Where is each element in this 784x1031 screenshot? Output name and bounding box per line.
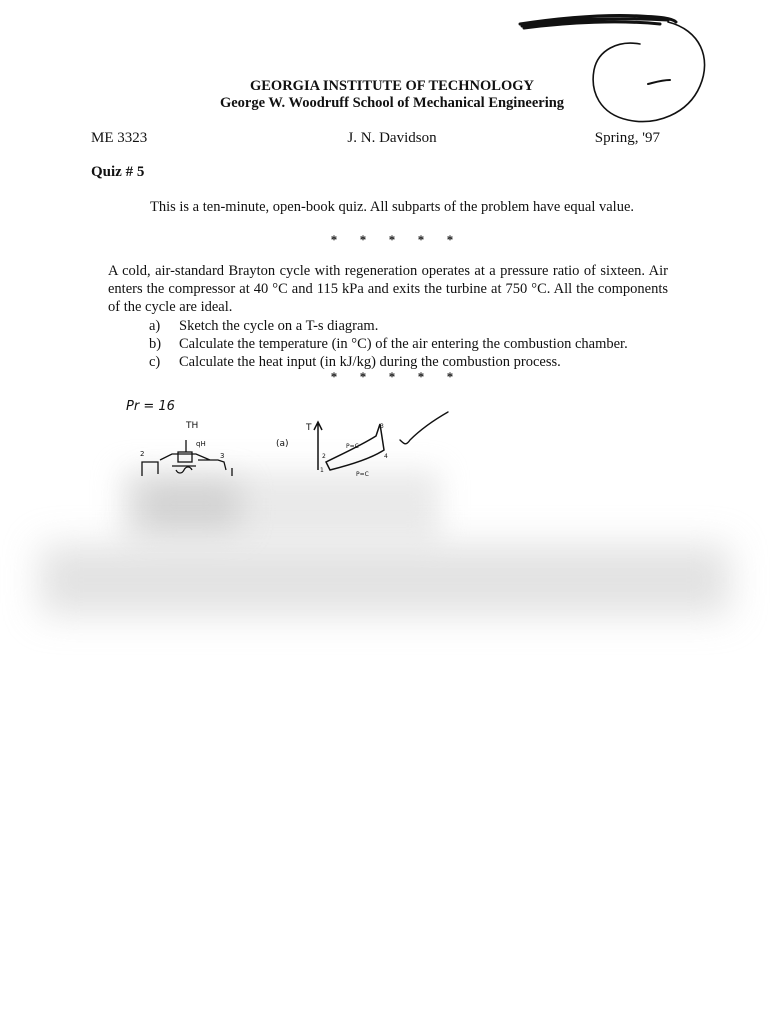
school-title: George W. Woodruff School of Mechanical Engineering [219,95,565,111]
divider-star: * [330,369,338,384]
station-3-label: 3 [220,452,225,460]
pressure-ratio-note: Pr = 16 [126,399,175,414]
qh-label: qH [196,440,206,448]
divider-star: * [446,369,454,384]
divider-star: * [359,369,367,384]
constant-pressure-label: P=C [346,443,359,450]
part-label: c) [149,354,161,370]
divider-star: * [359,232,367,247]
th-label: TH [186,421,199,431]
institution-title: GEORGIA INSTITUTE OF TECHNOLOGY [249,78,535,94]
regenerator-sketch-icon [142,440,232,476]
term: Spring, '97 [594,130,660,146]
state-2-label: 2 [322,453,326,460]
part-text: Calculate the heat input (in kJ/kg) during the combustion process. [179,354,561,370]
part-text: Calculate the temperature (in °C) of the air entering the combustion chamber. [179,336,628,352]
constant-pressure-label: P=C [356,471,369,478]
name-scribble [520,15,676,28]
problem-statement: A cold, air-standard Brayton cycle with regeneration operates at a pressure ratio of sixteen. Air enters the compressor at 40 °C and 115 kPa and exits the turbine at 750 °C. All the components of the cycle are ideal. [108,263,668,315]
divider-star: * [446,232,454,247]
instructor-name: J. N. Davidson [347,130,437,146]
station-2-label: 2 [140,450,145,458]
state-4-label: 4 [384,453,388,460]
part-label: b) [149,336,162,352]
divider-star: * [388,369,396,384]
grade-mark [648,80,670,84]
part-a-label: (a) [276,439,289,449]
divider-star: * [417,232,425,247]
check-mark-icon [400,412,448,444]
t-axis-label: T [306,423,312,433]
divider-star: * [330,232,338,247]
grade-circle [593,22,704,122]
part-label: a) [149,318,161,334]
state-1-label: 1 [320,467,324,474]
divider-star: * [417,369,425,384]
part-text: Sketch the cycle on a T-s diagram. [179,318,379,334]
quiz-title: Quiz # 5 [91,164,145,180]
t-axis-arrow-icon [314,422,322,470]
quiz-instructions: This is a ten-minute, open-book quiz. All subparts of the problem have equal value. [149,199,635,215]
state-3-label: 3 [380,423,384,430]
course-number: ME 3323 [91,130,148,146]
divider-star: * [388,232,396,247]
